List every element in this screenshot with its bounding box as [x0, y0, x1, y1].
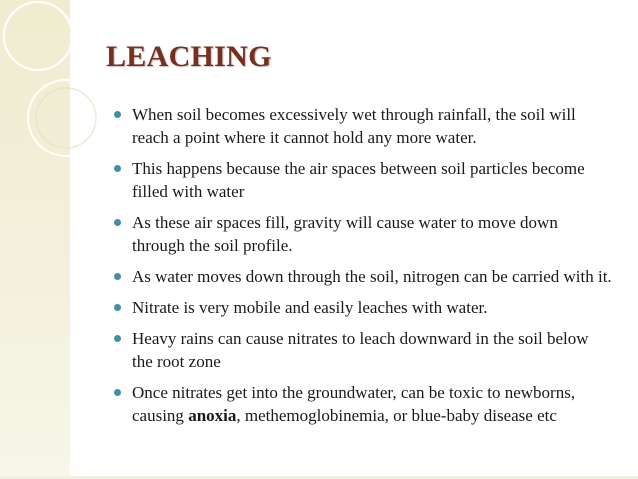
bullet-item	[112, 327, 612, 373]
bullet-dot-icon	[114, 389, 121, 396]
decorative-circles-icon	[0, 0, 120, 200]
bullet-dot-icon	[114, 165, 121, 172]
bullet-text: As these air spaces fill, gravity will cause water to move down through the soil profile.	[132, 213, 558, 255]
bullet-dot-icon	[114, 304, 121, 311]
bullet-dot-icon	[114, 219, 121, 226]
bullet-text: Nitrate is very mobile and easily leaches with water.	[132, 298, 488, 317]
bullet-item	[112, 296, 612, 319]
bullet-dot-icon	[114, 273, 121, 280]
bullet-item	[112, 211, 612, 257]
bullet-item	[112, 265, 612, 288]
bullet-text: When soil becomes excessively wet through rainfall, the soil will reach a point where it cannot hold any more water.	[132, 105, 576, 147]
bullet-text-before: Once nitrates get into the groundwater, can be toxic to newborns, causing	[132, 383, 576, 425]
bullet-text-after: , methemoglobinemia, or blue-baby disease etc	[236, 406, 557, 425]
bullet-bold-term: anoxia	[188, 406, 237, 425]
slide-title: LEACHING	[106, 40, 272, 73]
bullet-text: This happens because the air spaces between soil particles become filled with water	[132, 159, 585, 201]
bullet-text: Heavy rains can cause nitrates to leach downward in the soil below the root zone	[132, 329, 589, 371]
bullet-dot-icon	[114, 335, 121, 342]
bullet-text: As water moves down through the soil, nitrogen can be carried with it.	[132, 267, 612, 286]
bullet-item	[112, 103, 612, 149]
bullet-item	[112, 381, 612, 427]
bullet-item	[112, 157, 612, 203]
bullet-list	[112, 103, 612, 435]
bullet-dot-icon	[114, 111, 121, 118]
